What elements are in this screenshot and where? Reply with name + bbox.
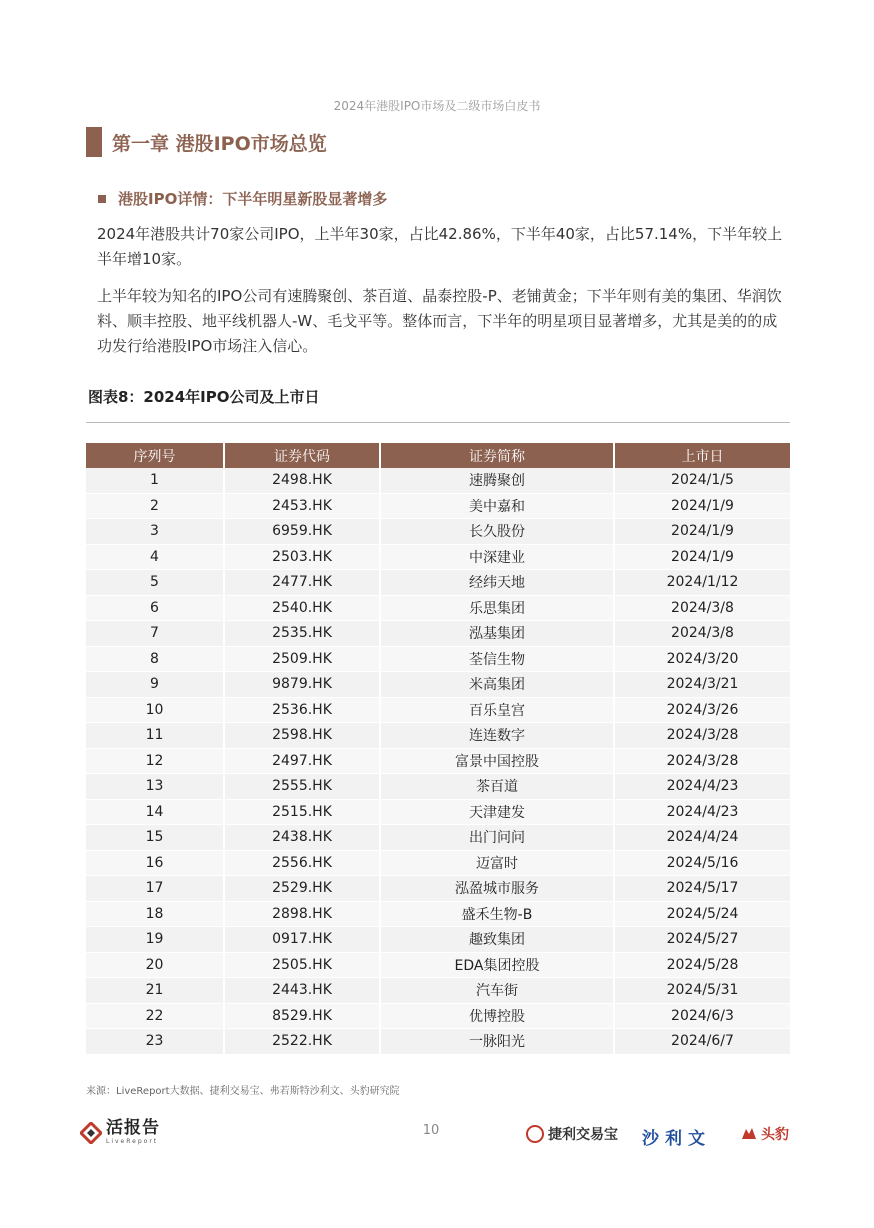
cell-listing-date: 2024/5/17 — [614, 876, 790, 902]
cell-serial: 1 — [86, 468, 224, 493]
cell-listing-date: 2024/3/28 — [614, 748, 790, 774]
table-row — [86, 468, 790, 493]
cell-code: 2515.HK — [224, 799, 380, 825]
figure-title: 图表8：2024年IPO公司及上市日 — [88, 388, 320, 406]
ipo-table — [86, 443, 790, 1055]
partner-logo-jieli-text: 捷利交易宝 — [548, 1127, 618, 1143]
table-row — [86, 825, 790, 851]
cell-code: 2443.HK — [224, 978, 380, 1004]
cell-name: 米高集团 — [380, 672, 614, 698]
cell-code: 2535.HK — [224, 621, 380, 647]
cell-listing-date: 2024/4/23 — [614, 774, 790, 800]
cell-serial: 15 — [86, 825, 224, 851]
cell-code: 2497.HK — [224, 748, 380, 774]
cell-listing-date: 2024/5/31 — [614, 978, 790, 1004]
table-row — [86, 672, 790, 698]
cell-code: 2522.HK — [224, 1029, 380, 1055]
header-name: 证券简称 — [380, 443, 614, 468]
cell-name: 中深建业 — [380, 544, 614, 570]
livereport-logo-text: 活报告 — [106, 1118, 160, 1138]
cell-listing-date: 2024/1/9 — [614, 519, 790, 545]
cell-code: 2438.HK — [224, 825, 380, 851]
header-serial: 序列号 — [86, 443, 224, 468]
table-row — [86, 774, 790, 800]
square-bullet-icon — [98, 195, 106, 203]
cell-name: 百乐皇宫 — [380, 697, 614, 723]
cell-serial: 7 — [86, 621, 224, 647]
table-row — [86, 799, 790, 825]
table-header-row — [86, 443, 790, 468]
chapter-title: 第一章 港股IPO市场总览 — [112, 132, 327, 155]
cell-name: 经纬天地 — [380, 570, 614, 596]
table-row — [86, 927, 790, 953]
cell-listing-date: 2024/3/8 — [614, 621, 790, 647]
cell-code: 2503.HK — [224, 544, 380, 570]
cell-name: 趣致集团 — [380, 927, 614, 953]
cell-serial: 16 — [86, 850, 224, 876]
cell-serial: 22 — [86, 1003, 224, 1029]
jieli-logo-icon — [526, 1125, 544, 1143]
section-heading — [98, 188, 387, 209]
cell-code: 8529.HK — [224, 1003, 380, 1029]
paragraph-notable-ipos: 上半年较为知名的IPO公司有速腾聚创、茶百道、晶泰控股-P、老铺黄金；下半年则有美的集团、华润饮料、顺丰控股、地平线机器人-W、毛戈平等。整体而言，下半年的明星项目显著增多，尤其是美的的成功发行给港股IPO市场注入信心。 — [97, 287, 782, 355]
cell-serial: 5 — [86, 570, 224, 596]
cell-listing-date: 2024/3/8 — [614, 595, 790, 621]
table-row — [86, 876, 790, 902]
table-row — [86, 952, 790, 978]
livereport-logo-subtext: LiveReport — [106, 1138, 159, 1145]
cell-listing-date: 2024/4/24 — [614, 825, 790, 851]
partner-logo-jieli — [526, 1124, 618, 1144]
cell-code: 2540.HK — [224, 595, 380, 621]
chapter-heading — [86, 127, 327, 157]
cell-code: 2498.HK — [224, 468, 380, 493]
cell-serial: 6 — [86, 595, 224, 621]
cell-serial: 2 — [86, 493, 224, 519]
partner-logo-sullivan-text: 沙利文 — [642, 1129, 711, 1149]
cell-code: 2556.HK — [224, 850, 380, 876]
cell-listing-date: 2024/1/9 — [614, 493, 790, 519]
cell-listing-date: 2024/3/26 — [614, 697, 790, 723]
cell-serial: 8 — [86, 646, 224, 672]
cell-name: 速腾聚创 — [380, 468, 614, 493]
cell-code: 6959.HK — [224, 519, 380, 545]
table-row — [86, 978, 790, 1004]
cell-serial: 9 — [86, 672, 224, 698]
cell-serial: 20 — [86, 952, 224, 978]
table-row — [86, 1029, 790, 1055]
table-row — [86, 621, 790, 647]
table-row — [86, 595, 790, 621]
cell-listing-date: 2024/5/24 — [614, 901, 790, 927]
cell-listing-date: 2024/1/12 — [614, 570, 790, 596]
cell-listing-date: 2024/6/3 — [614, 1003, 790, 1029]
cell-name: 天津建发 — [380, 799, 614, 825]
cell-listing-date: 2024/4/23 — [614, 799, 790, 825]
cell-code: 2529.HK — [224, 876, 380, 902]
cell-code: 9879.HK — [224, 672, 380, 698]
cell-serial: 21 — [86, 978, 224, 1004]
cell-code: 2453.HK — [224, 493, 380, 519]
cell-serial: 12 — [86, 748, 224, 774]
cell-code: 2898.HK — [224, 901, 380, 927]
table-row — [86, 544, 790, 570]
cell-serial: 19 — [86, 927, 224, 953]
cell-name: 荃信生物 — [380, 646, 614, 672]
cell-name: 茶百道 — [380, 774, 614, 800]
cell-serial: 10 — [86, 697, 224, 723]
table-row — [86, 570, 790, 596]
cell-serial: 14 — [86, 799, 224, 825]
section-title: 港股IPO详情：下半年明星新股显著增多 — [118, 190, 388, 208]
leopard-logo-icon — [740, 1125, 758, 1143]
cell-listing-date: 2024/5/28 — [614, 952, 790, 978]
running-header: 2024年港股IPO市场及二级市场白皮书 — [333, 99, 541, 113]
figure-divider — [86, 422, 790, 423]
cell-code: 2509.HK — [224, 646, 380, 672]
cell-name: 美中嘉和 — [380, 493, 614, 519]
header-code: 证券代码 — [224, 443, 380, 468]
cell-listing-date: 2024/1/5 — [614, 468, 790, 493]
cell-listing-date: 2024/3/28 — [614, 723, 790, 749]
cell-listing-date: 2024/5/16 — [614, 850, 790, 876]
cell-code: 0917.HK — [224, 927, 380, 953]
cell-serial: 23 — [86, 1029, 224, 1055]
cell-listing-date: 2024/6/7 — [614, 1029, 790, 1055]
cell-name: 富景中国控股 — [380, 748, 614, 774]
cell-serial: 4 — [86, 544, 224, 570]
page-number: 10 — [422, 1123, 440, 1138]
table-row — [86, 697, 790, 723]
cell-code: 2555.HK — [224, 774, 380, 800]
header-listing-date: 上市日 — [614, 443, 790, 468]
cell-listing-date: 2024/5/27 — [614, 927, 790, 953]
cell-serial: 11 — [86, 723, 224, 749]
table-row — [86, 901, 790, 927]
table-row — [86, 1003, 790, 1029]
cell-name: 泓盈城市服务 — [380, 876, 614, 902]
cell-name: 汽车街 — [380, 978, 614, 1004]
cell-serial: 13 — [86, 774, 224, 800]
table-row — [86, 493, 790, 519]
partner-logo-toubao-text: 头豹 — [761, 1127, 789, 1143]
cell-serial: 3 — [86, 519, 224, 545]
cell-name: EDA集团控股 — [380, 952, 614, 978]
table-row — [86, 850, 790, 876]
cell-name: 出门问问 — [380, 825, 614, 851]
cell-listing-date: 2024/3/21 — [614, 672, 790, 698]
cell-name: 泓基集团 — [380, 621, 614, 647]
table-row — [86, 519, 790, 545]
paragraph-ipo-count: 2024年港股共计70家公司IPO，上半年30家，占比42.86%，下半年40家，占比57.14%，下半年较上半年增10家。 — [97, 225, 783, 268]
partner-logo-frost-sullivan — [642, 1124, 711, 1149]
cell-listing-date: 2024/1/9 — [614, 544, 790, 570]
source-note: 来源：LiveReport大数据、捷利交易宝、弗若斯特沙利文、头豹研究院 — [86, 1086, 400, 1097]
table-row — [86, 748, 790, 774]
cell-code: 2536.HK — [224, 697, 380, 723]
cell-listing-date: 2024/3/20 — [614, 646, 790, 672]
cell-name: 乐思集团 — [380, 595, 614, 621]
cell-name: 迈富时 — [380, 850, 614, 876]
cell-code: 2598.HK — [224, 723, 380, 749]
cell-name: 盛禾生物-B — [380, 901, 614, 927]
cell-serial: 17 — [86, 876, 224, 902]
cell-name: 长久股份 — [380, 519, 614, 545]
cell-name: 优博控股 — [380, 1003, 614, 1029]
table-row — [86, 723, 790, 749]
cell-serial: 18 — [86, 901, 224, 927]
table-row — [86, 646, 790, 672]
cell-name: 一脉阳光 — [380, 1029, 614, 1055]
cell-code: 2477.HK — [224, 570, 380, 596]
cell-code: 2505.HK — [224, 952, 380, 978]
cell-name: 连连数字 — [380, 723, 614, 749]
partner-logo-toubao — [740, 1124, 789, 1144]
chapter-bar — [86, 127, 102, 157]
